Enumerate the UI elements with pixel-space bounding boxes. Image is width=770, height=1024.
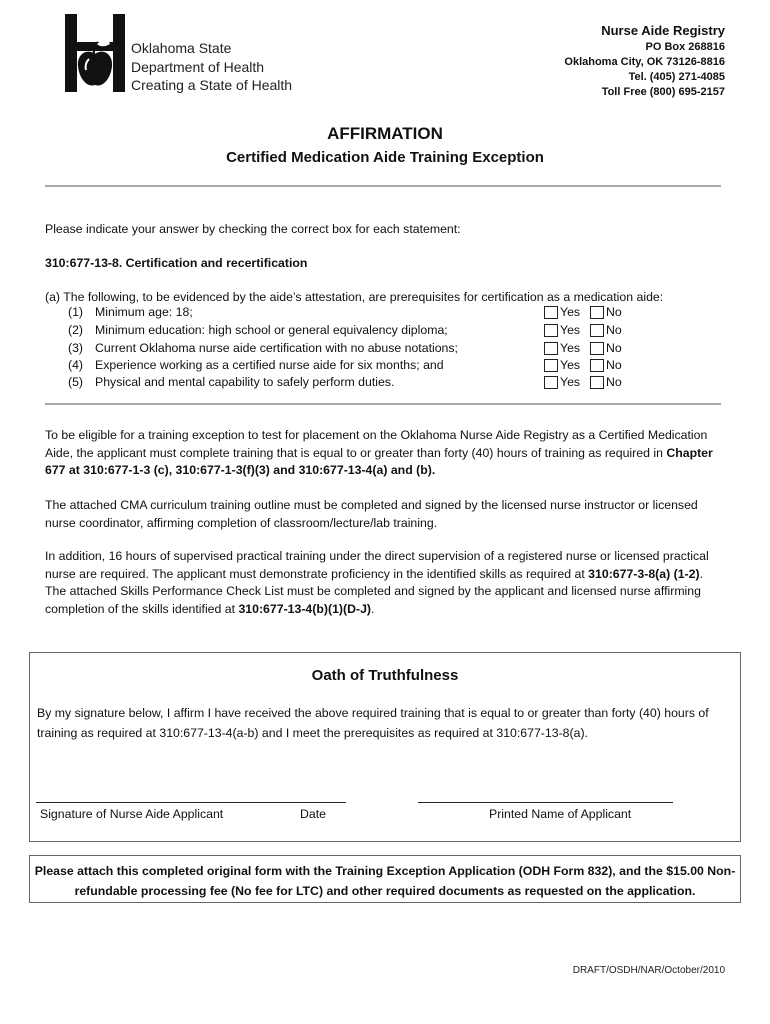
apple-logo-icon [65, 14, 125, 92]
date-label: Date [300, 807, 326, 821]
no-label: No [606, 358, 622, 372]
yes-checkbox-1[interactable] [544, 306, 558, 319]
yes-label: Yes [560, 358, 581, 372]
yes-checkbox-3[interactable] [544, 342, 558, 355]
attachment-notice: Please attach this completed original form with the Training Exception Application (ODH Form 832), and the $15.00 Non-refundable processing fee (No fee for LTC) and other required documents as requested on the application. [29, 855, 741, 903]
po-box: PO Box 268816 [645, 41, 725, 53]
no-checkbox-2[interactable] [590, 324, 604, 337]
osdh-logo [65, 14, 125, 92]
footer-code: DRAFT/OSDH/NAR/October/2010 [572, 965, 725, 976]
list-item [68, 340, 458, 358]
curriculum-paragraph: The attached CMA curriculum training outline must be completed and signed by the licensed nurse instructor or licensed nurse coordinator, affirming completion of classroom/lecture/lab training. [45, 498, 698, 530]
section-a-intro: (a) The following, to be evidenced by the aide’s attestation, are prerequisites for certification as a medication aide: [45, 290, 664, 304]
item-number: (5) [68, 375, 84, 389]
no-label: No [606, 375, 622, 389]
practical-reference-1: 310:677-3-8(a) (1-2) [588, 566, 700, 581]
eligibility-paragraph [45, 427, 721, 480]
printed-name-line[interactable] [418, 802, 673, 803]
item-number: (3) [68, 341, 84, 355]
rule-heading: 310:677-13-8. Certification and recertification [45, 256, 308, 270]
page-title: AFFIRMATION [327, 124, 443, 143]
no-label: No [606, 323, 622, 337]
divider-top [45, 185, 721, 187]
agency-name [131, 39, 292, 95]
yes-checkbox-4[interactable] [544, 359, 558, 372]
oath-title: Oath of Truthfulness [311, 667, 459, 684]
no-checkbox-4[interactable] [590, 359, 604, 372]
item-text: Physical and mental capability to safely perform duties. [95, 375, 395, 389]
yes-label: Yes [560, 375, 581, 389]
item-text: Minimum education: high school or general equivalency diploma; [95, 323, 448, 337]
yes-label: Yes [560, 305, 581, 319]
practical-reference-2: 310:677-13-4(b)(1)(D-J) [238, 601, 372, 616]
eligibility-text: To be eligible for a training exception to test for placement on the Oklahoma Nurse Aide Registry as a Certified Medication Aide, the applicant must complete training that is equal to or greater than forty (40) hours of training as required in [45, 428, 708, 460]
signature-label: Signature of Nurse Aide Applicant [40, 807, 224, 821]
toll-free: Toll Free (800) 695-2157 [601, 86, 725, 98]
list-item [68, 322, 448, 340]
list-item [68, 357, 444, 375]
printed-name-label: Printed Name of Applicant [489, 807, 632, 821]
item-text: Experience working as a certified nurse aide for six months; and [95, 358, 444, 372]
telephone: Tel. (405) 271-4085 [628, 71, 725, 83]
practical-training-paragraph [45, 548, 721, 618]
no-label: No [606, 341, 622, 355]
yes-checkbox-5[interactable] [544, 376, 558, 389]
list-item [68, 374, 394, 392]
practical-text-3: . [371, 601, 375, 616]
item-number: (4) [68, 358, 84, 372]
no-label: No [606, 305, 622, 319]
signature-line[interactable] [36, 802, 346, 803]
yes-checkbox-2[interactable] [544, 324, 558, 337]
city-address: Oklahoma City, OK 73126-8816 [564, 56, 725, 68]
item-text: Minimum age: 18; [95, 305, 193, 319]
yes-label: Yes [560, 341, 581, 355]
registry-name: Nurse Aide Registry [601, 23, 725, 38]
instructions: Please indicate your answer by checking the correct box for each statement: [45, 222, 461, 236]
divider-middle [45, 403, 721, 405]
no-checkbox-1[interactable] [590, 306, 604, 319]
yes-label: Yes [560, 323, 581, 337]
practical-text-2: . The attached Skills Performance Check List must be completed and signed by the applicant and licensed nurse affirming completion of the skills identified at [45, 566, 703, 616]
item-text: Current Oklahoma nurse aide certification with no abuse notations; [95, 341, 458, 355]
oath-body: By my signature below, I affirm I have received the above required training that is equal to or greater than forty (40) hours of training as required at 310:677-13-4(a-b) and I meet the prerequisites as required at 310:677-13-8(a). [37, 706, 709, 740]
no-checkbox-5[interactable] [590, 376, 604, 389]
page-subtitle: Certified Medication Aide Training Exception [226, 149, 544, 166]
item-number: (2) [68, 323, 84, 337]
contact-block [564, 22, 725, 100]
agency-line-3: Creating a State of Health [131, 77, 293, 93]
agency-line-2: Department of Health [131, 58, 265, 75]
practical-text-1: In addition, 16 hours of supervised practical training under the direct supervision of a registered nurse or licensed practical nurse are required. The applicant must demonstrate proficiency in the identified skills as required at [45, 549, 709, 581]
eligibility-reference: Chapter 677 at 310:677-1-3 (c), 310:677-1-3(f)(3) and 310:677-13-4(a) and (b). [45, 445, 713, 477]
item-number: (1) [68, 305, 84, 319]
list-item [68, 304, 193, 322]
agency-line-1: Oklahoma State [131, 40, 232, 56]
no-checkbox-3[interactable] [590, 342, 604, 355]
